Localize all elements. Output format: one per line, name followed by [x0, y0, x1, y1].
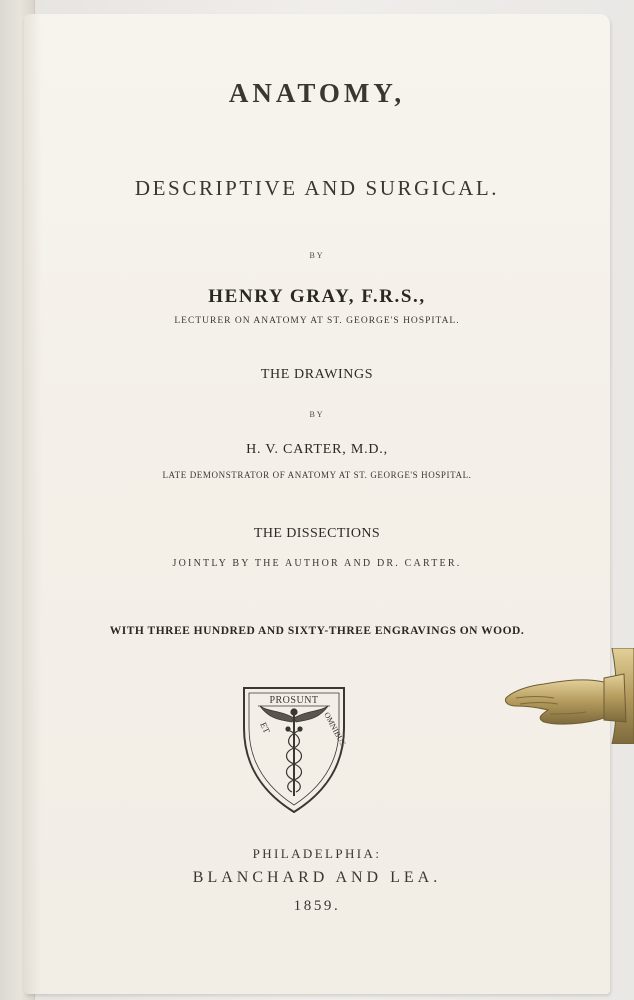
dissections-credit: JOINTLY BY THE AUTHOR AND DR. CARTER. — [172, 558, 462, 569]
caduceus-icon — [260, 706, 328, 796]
illustrator-role: LATE DEMONSTRATOR OF ANATOMY AT ST. GEORGE'S HOSPITAL. — [162, 470, 472, 480]
clasp-hand — [505, 680, 604, 724]
motto-left: ET — [258, 720, 272, 735]
dissections-heading: THE DISSECTIONS — [253, 526, 381, 541]
motto-right: OMNIBUS. — [322, 710, 348, 750]
engravings-note: WITH THREE HUNDRED AND SIXTY-THREE ENGRAVINGS ON WOOD. — [109, 625, 525, 637]
publisher-name: BLANCHARD AND LEA. — [192, 869, 442, 886]
clasp-cuff — [604, 674, 626, 722]
caduceus-shield-icon — [240, 684, 348, 816]
book-title: ANATOMY, — [228, 78, 406, 108]
author-role: LECTURER ON ANATOMY AT ST. GEORGE'S HOSPITAL. — [174, 316, 460, 326]
publication-year: 1859. — [293, 898, 341, 914]
publication-place: PHILADELPHIA: — [252, 846, 382, 861]
by-label-author: BY — [309, 251, 325, 260]
illustrator-name: H. V. CARTER, M.D., — [246, 442, 388, 457]
brass-hand-clasp-icon — [500, 648, 634, 744]
author-name: HENRY GRAY, F.R.S., — [208, 286, 426, 307]
drawings-heading: THE DRAWINGS — [260, 367, 374, 382]
motto-top: PROSUNT — [269, 695, 319, 706]
book-subtitle: DESCRIPTIVE AND SURGICAL. — [134, 176, 500, 200]
by-label-illustrator: BY — [309, 410, 325, 419]
